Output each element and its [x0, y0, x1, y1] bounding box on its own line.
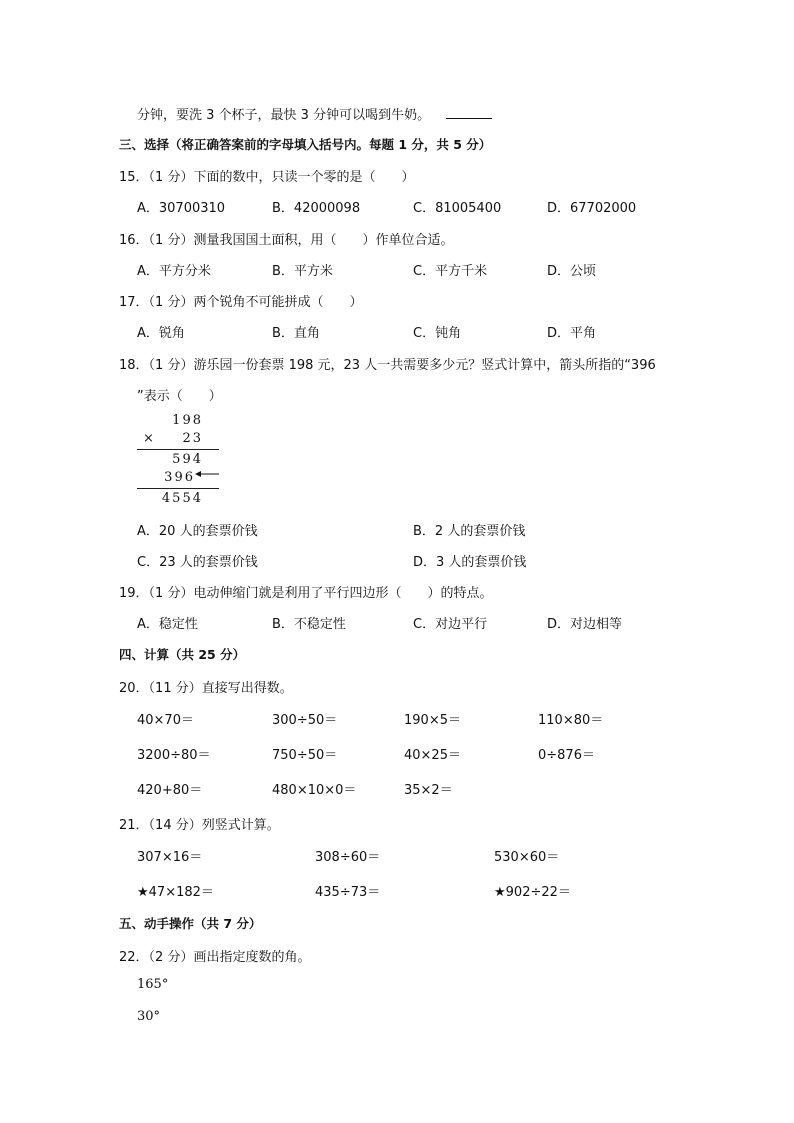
- q20-item-9: 420+80＝: [137, 783, 203, 798]
- q21-item-2: 308÷60＝: [315, 850, 381, 865]
- mul-second-number: 23: [182, 431, 203, 446]
- continuation-text: 分钟，要洗 3 个杯子，最快 3 分钟可以喝到牛奶。: [137, 108, 431, 123]
- mul-times-sign: ×: [143, 431, 156, 446]
- q20-item-11: 35×2＝: [404, 783, 453, 798]
- q21-item-6: ★902÷22＝: [494, 885, 571, 900]
- mul-rule-1: [137, 449, 219, 450]
- q16-option-d: D．公顷: [547, 264, 597, 279]
- q16-option-b: B．平方米: [272, 264, 333, 279]
- q20-item-6: 750÷50＝: [272, 748, 338, 763]
- question-18-line1: 18．（1 分）游乐园一份套票 198 元，23 人一共需要多少元？竖式计算中，箭头所指的“396: [119, 358, 656, 373]
- q19-option-c: C．对边平行: [413, 617, 488, 632]
- q19-option-b: B．不稳定性: [272, 617, 346, 632]
- question-21: 21．（14 分）列竖式计算。: [119, 818, 280, 833]
- mul-top-number: 198: [172, 413, 203, 428]
- question-17: 17．（1 分）两个锐角不可能拼成（ ）: [119, 295, 363, 310]
- q15-option-a: A．30700310: [137, 201, 226, 216]
- vertical-multiplication: [137, 410, 227, 510]
- q20-item-1: 40×70＝: [137, 713, 194, 728]
- question-20: 20．（11 分）直接写出得数。: [119, 681, 293, 696]
- q17-option-b: B．直角: [272, 326, 320, 341]
- q20-item-8: 0÷876＝: [538, 748, 595, 763]
- q22-angle-2: 30°: [137, 1009, 161, 1024]
- q20-item-7: 40×25＝: [404, 748, 461, 763]
- q15-option-c: C．81005400: [413, 201, 502, 216]
- q16-option-c: C．平方千米: [413, 264, 488, 279]
- arrow-icon: [195, 469, 219, 479]
- q20-item-10: 480×10×0＝: [272, 783, 357, 798]
- q15-option-d: D．67702000: [547, 201, 637, 216]
- line-continuation: [137, 104, 492, 123]
- q17-option-d: D．平角: [547, 326, 597, 341]
- q17-option-c: C．钝角: [413, 326, 462, 341]
- q19-option-a: A．稳定性: [137, 617, 198, 632]
- q16-option-a: A．平方分米: [137, 264, 211, 279]
- question-18-line2: ”表示（ ）: [137, 389, 222, 404]
- q18-option-c: C．23 人的套票价钱: [137, 555, 258, 570]
- mul-partial-2: 396: [164, 470, 195, 485]
- q20-item-2: 300÷50＝: [272, 713, 338, 728]
- q21-item-5: 435÷73＝: [315, 885, 381, 900]
- question-15: 15．（1 分）下面的数中，只读一个零的是（ ）: [119, 170, 415, 185]
- q18-option-d: D．3 人的套票价钱: [413, 555, 527, 570]
- section-3-heading: 三、选择（将正确答案前的字母填入括号内。每题 1 分，共 5 分）: [119, 137, 492, 152]
- answer-blank[interactable]: [446, 106, 492, 119]
- mul-result: 4554: [161, 491, 203, 506]
- q18-option-b: B．2 人的套票价钱: [413, 524, 526, 539]
- mul-rule-2: [137, 488, 219, 489]
- q18-option-a: A．20 人的套票价钱: [137, 524, 258, 539]
- question-22: 22．（2 分）画出指定度数的角。: [119, 950, 311, 965]
- question-16: 16．（1 分）测量我国国土面积，用（ ）作单位合适。: [119, 233, 454, 248]
- q21-item-4: ★47×182＝: [137, 885, 214, 900]
- q22-angle-1: 165°: [137, 977, 169, 992]
- q21-item-3: 530×60＝: [494, 850, 560, 865]
- mul-partial-1: 594: [172, 452, 203, 467]
- q15-option-b: B．42000098: [272, 201, 361, 216]
- q17-option-a: A．锐角: [137, 326, 185, 341]
- q21-item-1: 307×16＝: [137, 850, 203, 865]
- q20-item-5: 3200÷80＝: [137, 748, 211, 763]
- section-5-heading: 五、动手操作（共 7 分）: [119, 916, 262, 931]
- q20-item-3: 190×5＝: [404, 713, 461, 728]
- q19-option-d: D．对边相等: [547, 617, 623, 632]
- question-19: 19．（1 分）电动伸缩门就是利用了平行四边形（ ）的特点。: [119, 586, 493, 601]
- q20-item-4: 110×80＝: [538, 713, 604, 728]
- section-4-heading: 四、计算（共 25 分）: [119, 647, 246, 662]
